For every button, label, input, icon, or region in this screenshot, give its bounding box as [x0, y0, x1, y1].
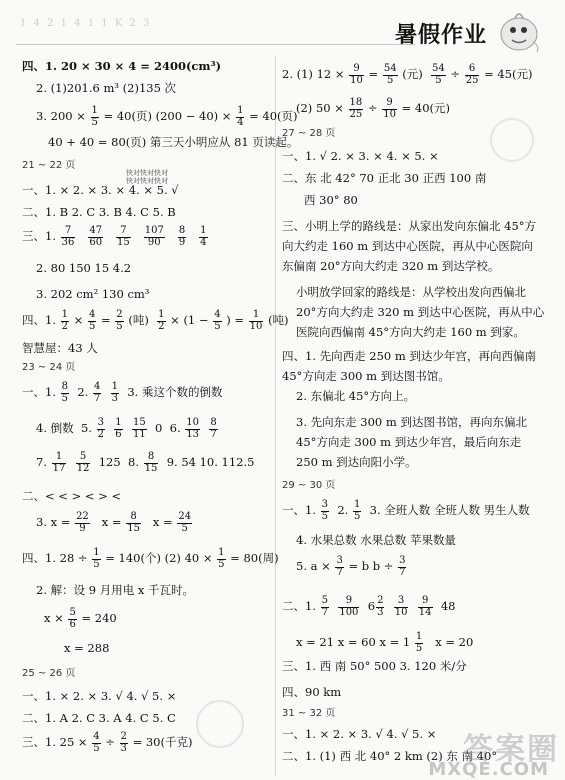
answer-paragraph: 小明放学回家的路线是：从学校出发向西偏北 20°方向大约走 320 m 到达中心医院，再从中心医院向西偏南 45°方向大约走 160 m 到家。 [296, 285, 545, 340]
answer-line: 一、1. $\frac{3}{5}$ 2. $\frac{1}{5}$ 3. 全班人数 全班人数 男生人数 [282, 499, 530, 522]
answer-line: 2. (1) 12 × $\frac{9}{10}$ = $\frac{54}{5}$ (元) $\frac{54}{5}$ ÷ $\frac{6}{25}$ = 45(元) [282, 63, 533, 86]
answer-line: 4. 水果总数 水果总数 苹果数量 [296, 533, 456, 547]
section-heading: 25 ~ 26 页 [22, 668, 76, 679]
fraction: $\frac{1}{4}$ [237, 105, 244, 128]
answer-line: 二、1. $\frac{5}{7}$ $\frac{9}{100}$ 6 $\frac{2}{3}$ $\frac{3}{10}$ $\frac{9}{14}$ 48 [282, 595, 456, 618]
answer-line: 四、90 km [282, 685, 342, 699]
answer-line: 一、1. × 2. × 3. √ 4. √ 5. × [282, 727, 437, 741]
section-heading: 27 ~ 28 页 [282, 128, 336, 139]
answer-line: 四、1. 28 ÷ $\frac{1}{5}$ = 140(个) (2) 40 × $\frac{1}{5}$ = 80(周) [22, 547, 279, 570]
section-heading: 29 ~ 30 页 [282, 480, 336, 491]
answer-line: 四、1. 20 × 30 × 4 = 2400(cm³) [22, 59, 222, 73]
answer-line: 二、< < > < > < [22, 489, 122, 503]
answer-line: 三、1. $\frac{7}{36}$ $\frac{47}{60}$ $\frac{7}{15}$ $\frac{107}{90}$ $\frac{8}{9}$ $\frac{1}{4}$ [22, 225, 207, 248]
answer-line: 二、1. (1) 西 北 40° 2 km (2) 东 南 40° [282, 749, 498, 763]
answer-line: 一、1. × 2. × 3. × 4. × 5. √ [22, 183, 179, 197]
answer-line: 5. a × $\frac{3}{7}$ = b b ÷ $\frac{3}{7}$ [296, 555, 406, 578]
column-divider [275, 56, 276, 776]
section-heading: 31 ~ 32 页 [282, 708, 336, 719]
answer-line: 2. 解：设 9 月用电 x 千瓦时。 [36, 583, 195, 597]
answer-line: 二、东 北 42° 70 正北 30 正西 100 南 [282, 171, 487, 185]
answer-line: 3. x = $\frac{22}{9}$ x = $\frac{8}{15}$ x = $\frac{24}{5}$ [36, 511, 192, 534]
answer-line: x × $\frac{5}{6}$ = 240 [44, 607, 117, 630]
answer-line: 40 + 40 = 80(页) 第三天小明应从 81 页读起。 [48, 135, 299, 149]
answer-line: 三、1. 25 × $\frac{4}{5}$ ÷ $\frac{2}{3}$ = 30(千克) [22, 731, 193, 754]
answer-line: 4. 倒数 5. $\frac{3}{2}$ $\frac{1}{6}$ $\frac{15}{11}$ 0 6. $\frac{10}{13}$ $\frac{8}{7}$ [36, 417, 217, 440]
stamp-text: 快对快对快对 快对快对快对 [126, 169, 168, 185]
answer-paragraph: 三、小明上学的路线是：从家出发向东偏北 45°方向大约走 160 m 到达中心医院，再从中心医院向东偏南 20°方向大约走 320 m 到达学校。 [282, 219, 537, 274]
brand-title: 暑假作业 [394, 22, 487, 48]
watermark-ring [196, 700, 244, 748]
answer-paragraph: 四、1. 先向西走 250 m 到达少年宫，再向西偏南 45°方向走 300 m 到达图书馆。 [282, 349, 536, 384]
watermark-ring [490, 118, 534, 162]
answer-line: 一、1. × 2. × 3. √ 4. √ 5. × [22, 689, 177, 703]
answer-line: 2. (1)201.6 m³ (2)135 次 [36, 81, 177, 95]
section-heading: 21 ~ 22 页 [22, 160, 76, 171]
answer-line: 一、1. $\frac{8}{5}$ 2. $\frac{4}{7}$ $\frac{1}{3}$ 3. 乘这个数的倒数 [22, 381, 223, 404]
answer-line: 四、1. $\frac{1}{2}$ × $\frac{4}{5}$ = $\frac{2}{5}$ (吨) $\frac{1}{2}$ × (1 − $\frac{4}{5}$ ) = $\frac{1}{10}$ (吨) [22, 309, 289, 332]
answer-line: 三、1. 西 南 50° 500 3. 120 米/分 [282, 659, 467, 673]
answer-line: 2. 80 150 15 4.2 [36, 261, 132, 275]
header-rule [16, 44, 415, 45]
answer-line: 2. 东偏北 45°方向上。 [296, 389, 416, 403]
answer-line: 3. 200 × $\frac{1}{5}$ = 40(页) (200 − 40) × $\frac{1}{4}$ = 40(页) [36, 105, 298, 128]
answer-line: x = 288 [64, 641, 110, 655]
header-faint-text: 1 4 2 1 4 1 1 K 2 3 [20, 18, 152, 29]
answer-line: (2) 50 × $\frac{18}{25}$ ÷ $\frac{9}{10}$ = 40(元) [296, 97, 451, 120]
fraction: $\frac{1}{5}$ [91, 105, 98, 128]
page-header [0, 0, 565, 56]
answer-line: x = 21 x = 60 x = 1 $\frac{1}{5}$ x = 20 [296, 631, 474, 654]
watermark-url: MXQE.COM [428, 759, 549, 780]
answer-line: 二、1. B 2. C 3. B 4. C 5. B [22, 205, 176, 219]
watermark-logo: 答案圈 [463, 732, 559, 767]
answer-line: 7. $\frac{1}{17}$ $\frac{5}{12}$ 125 8. $\frac{8}{15}$ 9. 54 10. 112.5 [36, 451, 255, 474]
answer-line: 二、1. A 2. C 3. A 4. C 5. C [22, 711, 176, 725]
section-heading: 23 ~ 24 页 [22, 362, 76, 373]
answer-line: 智慧屋：43 人 [22, 341, 98, 355]
answer-paragraph: 3. 先向东走 300 m 到达图书馆，再向东偏北 45°方向走 300 m 到达少年宫，最后向东走 250 m 到达向阳小学。 [296, 415, 527, 470]
answer-line: 3. 202 cm² 130 cm³ [36, 287, 150, 301]
mascot-icon [493, 6, 543, 54]
answer-line: 西 30° 80 [304, 193, 358, 207]
answer-line: 一、1. √ 2. × 3. × 4. × 5. × [282, 149, 439, 163]
